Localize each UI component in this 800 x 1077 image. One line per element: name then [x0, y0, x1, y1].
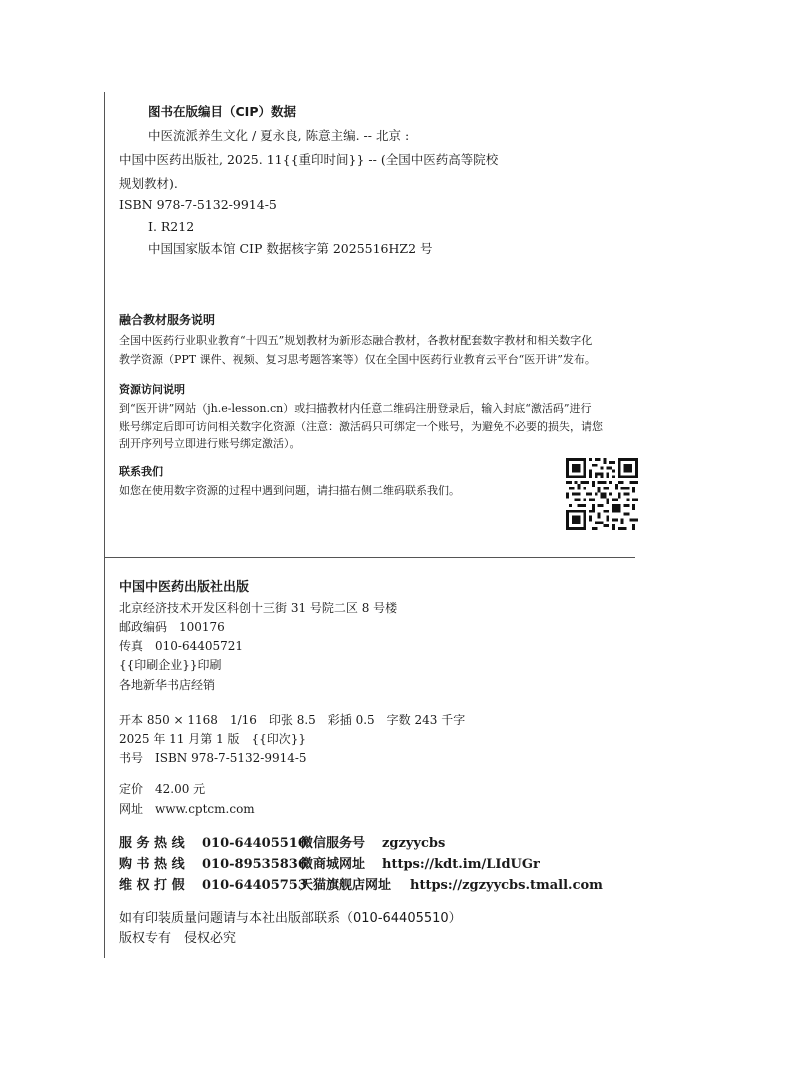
- hotline-service-phone: 010-64405510: [202, 836, 307, 851]
- publisher-fax: 传真 010-64405721: [119, 639, 244, 653]
- hotline-purchase-label2: 微商城网址: [300, 857, 366, 872]
- hotline-service-label: 服 务 热 线: [119, 836, 185, 851]
- publisher-address: 北京经济技术开发区科创十三街 31 号院二区 8 号楼: [119, 601, 398, 615]
- hotline-antipiracy-label: 维 权 打 假: [119, 878, 185, 893]
- cip-verification: 中国国家版本馆 CIP 数据核字第 2025516HZ2 号: [148, 241, 433, 256]
- cip-line-2: 中国中医药出版社, 2025. 11{{重印时间}} -- (全国中医药高等院校: [119, 152, 499, 167]
- book-edition: 2025 年 11 月第 1 版 {{印次}}: [119, 732, 307, 746]
- book-number: 书号 ISBN 978-7-5132-9914-5: [119, 751, 307, 765]
- cip-title: 图书在版编目（CIP）数据: [148, 104, 296, 119]
- printer: {{印刷企业}}印刷: [119, 658, 222, 672]
- cip-line-3: 规划教材).: [119, 176, 178, 191]
- tmall-store-link[interactable]: https://zgzyycbs.tmall.com: [410, 878, 603, 893]
- access-line-2: 账号绑定后即可访问相关数字化资源（注意：激活码只可绑定一个账号，为避免不必要的损失，请您: [119, 420, 603, 433]
- contact-title: 联系我们: [119, 465, 163, 478]
- quality-notice: 如有印装质量问题请与本社出版部联系（010-64405510）: [119, 911, 462, 926]
- cip-line-1: 中医流派养生文化 / 夏永良, 陈意主编. -- 北京 :: [148, 128, 410, 143]
- access-line-3: 刮开序列号立即进行账号绑定激活）。: [119, 437, 301, 450]
- book-price: 定价 42.00 元: [119, 782, 206, 796]
- publisher-postcode: 邮政编码 100176: [119, 620, 225, 634]
- access-title: 资源访问说明: [119, 383, 185, 396]
- service-line-1: 全国中医药行业职业教育“十四五”规划教材为新形态融合教材，各教材配套数字教材和相关数字化: [119, 334, 593, 347]
- distributor: 各地新华书店经销: [119, 678, 216, 692]
- publisher-name: 中国中医药出版社出版: [119, 580, 250, 595]
- micro-mall-link[interactable]: https://kdt.im/LIdUGr: [382, 857, 540, 872]
- copyright-notice: 版权专有 侵权必究: [119, 931, 237, 946]
- book-format: 开本 850 × 1168 1/16 印张 8.5 彩插 0.5 字数 243 千字: [119, 713, 466, 727]
- hotline-purchase-label: 购 书 热 线: [119, 857, 185, 872]
- contact-line: 如您在使用数字资源的过程中遇到问题，请扫描右侧二维码联系我们。: [119, 484, 460, 497]
- cip-classification: Ⅰ. R212: [148, 219, 195, 234]
- website[interactable]: 网址 www.cptcm.com: [119, 802, 255, 816]
- hotline-antipiracy-label2: 天猫旗舰店网址: [300, 878, 392, 893]
- access-line-1: 到“医开讲”网站（jh.e-lesson.cn）或扫描教材内任意二维码注册登录后，输入封底“激活码”进行: [119, 402, 592, 415]
- service-line-2: 教学资源（PPT 课件、视频、复习思考题答案等）仅在全国中医药行业教育云平台“医开讲”发布。: [119, 353, 596, 366]
- section-divider: [104, 557, 635, 558]
- hotline-service-label2: 微信服务号: [300, 836, 366, 851]
- wechat-account: zgzyycbs: [382, 836, 446, 851]
- hotline-purchase-phone: 010-89535836: [202, 857, 307, 872]
- service-title: 融合教材服务说明: [119, 313, 216, 327]
- hotline-antipiracy-phone: 010-64405753: [202, 878, 307, 893]
- margin-rule: [104, 92, 105, 958]
- qr-code-icon[interactable]: [566, 458, 638, 530]
- cip-isbn: ISBN 978-7-5132-9914-5: [119, 197, 277, 212]
